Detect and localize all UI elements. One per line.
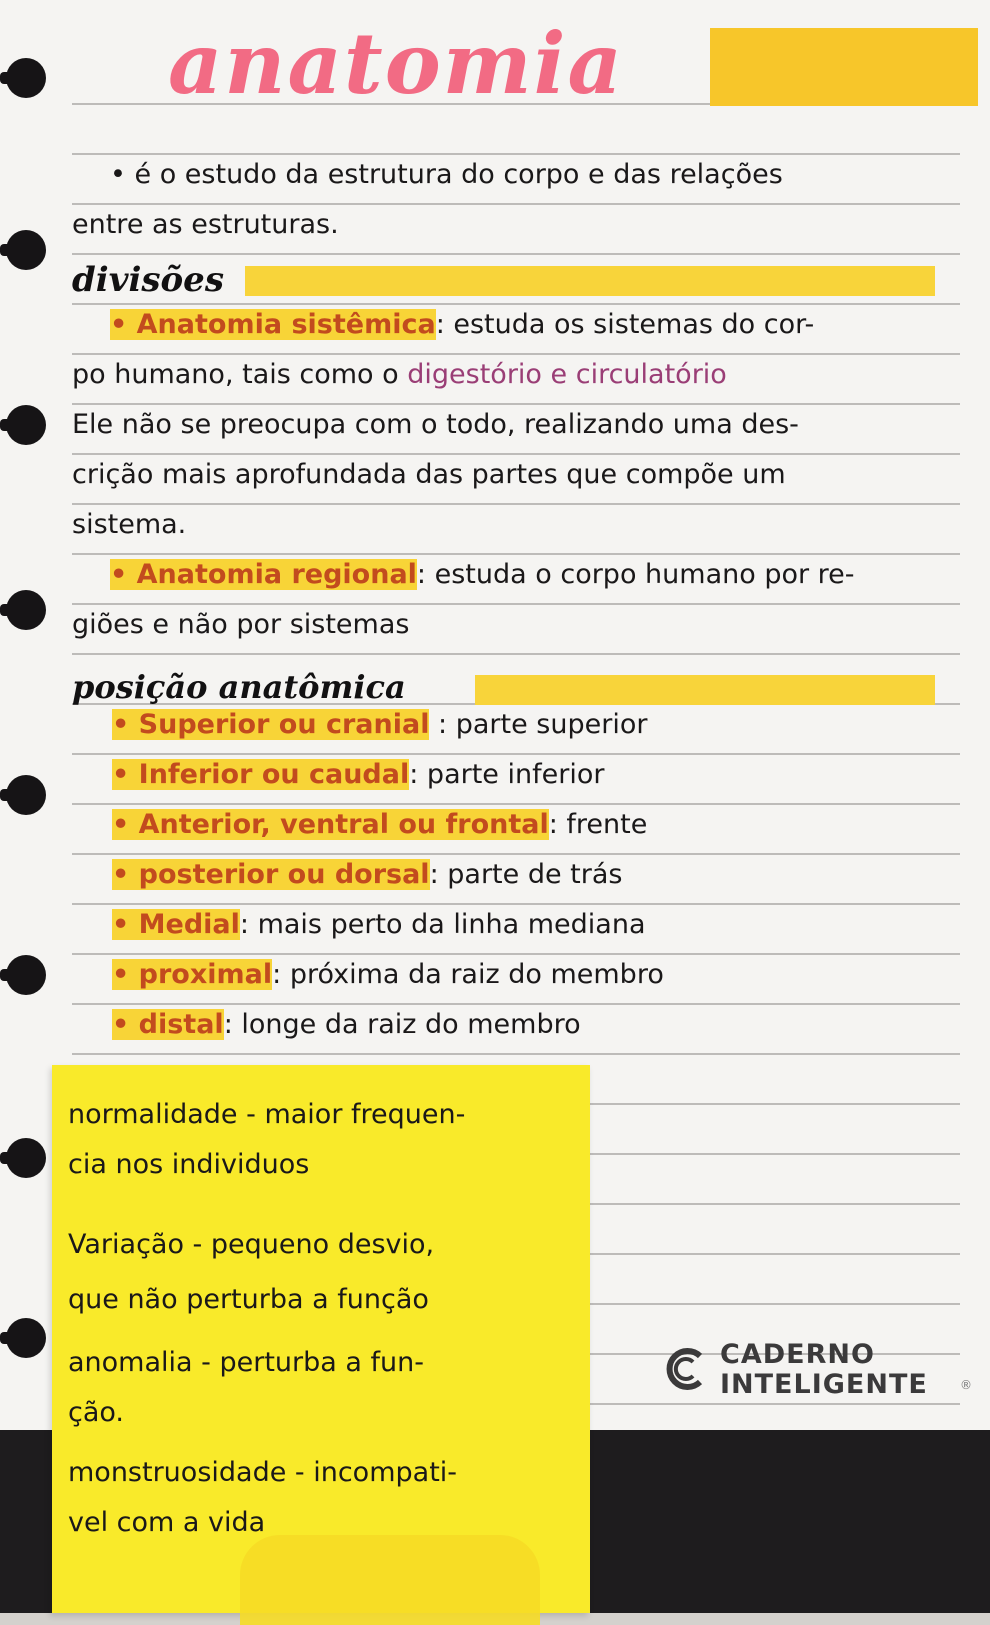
sistemica-line-5: sistema. [72, 509, 187, 540]
regional-desc: : estuda o corpo humano por re- [416, 559, 855, 590]
list-item [112, 750, 604, 800]
binder-hole-icon [0, 1318, 46, 1364]
desc: : parte superior [429, 709, 648, 740]
list-item [112, 950, 664, 1000]
desc: : longe da raiz do membro [223, 1009, 581, 1040]
sticky-line-1: normalidade - maior frequen- [68, 1099, 466, 1130]
ruled-line [72, 253, 960, 255]
sistemica-examples: digestório e circulatório [407, 359, 727, 390]
intro-line-1: • é o estudo da estrutura do corpo e das relações [110, 159, 783, 190]
sticky-line-4: Variação - pequeno desvio, [68, 1229, 435, 1260]
binder-hole-icon [0, 405, 46, 451]
sistemica-desc: : estuda os sistemas do cor- [435, 309, 815, 340]
sistemica-line-4: crição mais aprofundada das partes que compõe um [72, 459, 786, 490]
list-item [112, 800, 647, 850]
binder-hole-icon [0, 590, 46, 636]
ruled-line [72, 1053, 960, 1055]
divisoes-highlight [245, 266, 935, 296]
sticky-line-7: ção. [68, 1397, 125, 1428]
sticky-note [52, 1065, 590, 1613]
logo-line-1: CADERNO [720, 1339, 875, 1370]
binder-hole-icon [0, 955, 46, 1001]
intro-line-2: entre as estruturas. [72, 209, 339, 240]
regional-line-1 [110, 550, 855, 600]
term: • posterior ou dorsal [112, 859, 430, 890]
sticky-line-8: monstruosidade - incompati- [68, 1457, 458, 1488]
registered-mark: ® [960, 1378, 972, 1392]
sticky-line-6: anomalia - perturba a fun- [68, 1347, 424, 1378]
term: • Anterior, ventral ou frontal [112, 809, 549, 840]
sticky-line-9: vel com a vida [68, 1507, 266, 1538]
term: • distal [112, 1009, 224, 1040]
desc: : próxima da raiz do membro [272, 959, 664, 990]
title-highlight [710, 28, 978, 106]
term: • Inferior ou caudal [112, 759, 410, 790]
logo-line-2: INTELIGENTE [720, 1369, 928, 1400]
desc: : parte de trás [429, 859, 623, 890]
desc: : mais perto da linha mediana [239, 909, 646, 940]
highlighter-pen [240, 1535, 540, 1625]
logo-text [720, 1340, 928, 1400]
page-title: anatomia [168, 14, 624, 113]
list-item [112, 850, 622, 900]
binder-hole-icon [0, 58, 46, 104]
sticky-line-2: cia nos individuos [68, 1149, 310, 1180]
binder-hole-icon [0, 775, 46, 821]
term: • Superior ou cranial [112, 709, 430, 740]
ruled-line [72, 653, 960, 655]
list-item [112, 1000, 581, 1050]
sistemica-line-2-start: po humano, tais como o [72, 359, 408, 390]
caderno-logo-icon [660, 1344, 710, 1394]
desc: : parte inferior [409, 759, 605, 790]
list-item [112, 900, 646, 950]
term: • proximal [112, 959, 273, 990]
sticky-line-5: que não perturba a função [68, 1284, 429, 1315]
desc: : frente [548, 809, 648, 840]
term-anatomia-regional: • Anatomia regional [110, 559, 417, 590]
sistemica-line-3: Ele não se preocupa com o todo, realizando uma des- [72, 409, 799, 440]
section-heading-divisoes: divisões [72, 260, 224, 300]
regional-line-2: giões e não por sistemas [72, 609, 410, 640]
term: • Medial [112, 909, 240, 940]
binder-hole-icon [0, 1138, 46, 1184]
ruled-line [72, 503, 960, 505]
term-anatomia-sistemica: • Anatomia sistêmica [110, 309, 436, 340]
list-item [112, 700, 647, 750]
section-heading-posicao: posição anatômica [72, 668, 406, 706]
sistemica-line-1 [110, 300, 814, 350]
sistemica-line-2 [72, 350, 727, 400]
brand-logo [660, 1340, 960, 1410]
binder-hole-icon [0, 230, 46, 276]
